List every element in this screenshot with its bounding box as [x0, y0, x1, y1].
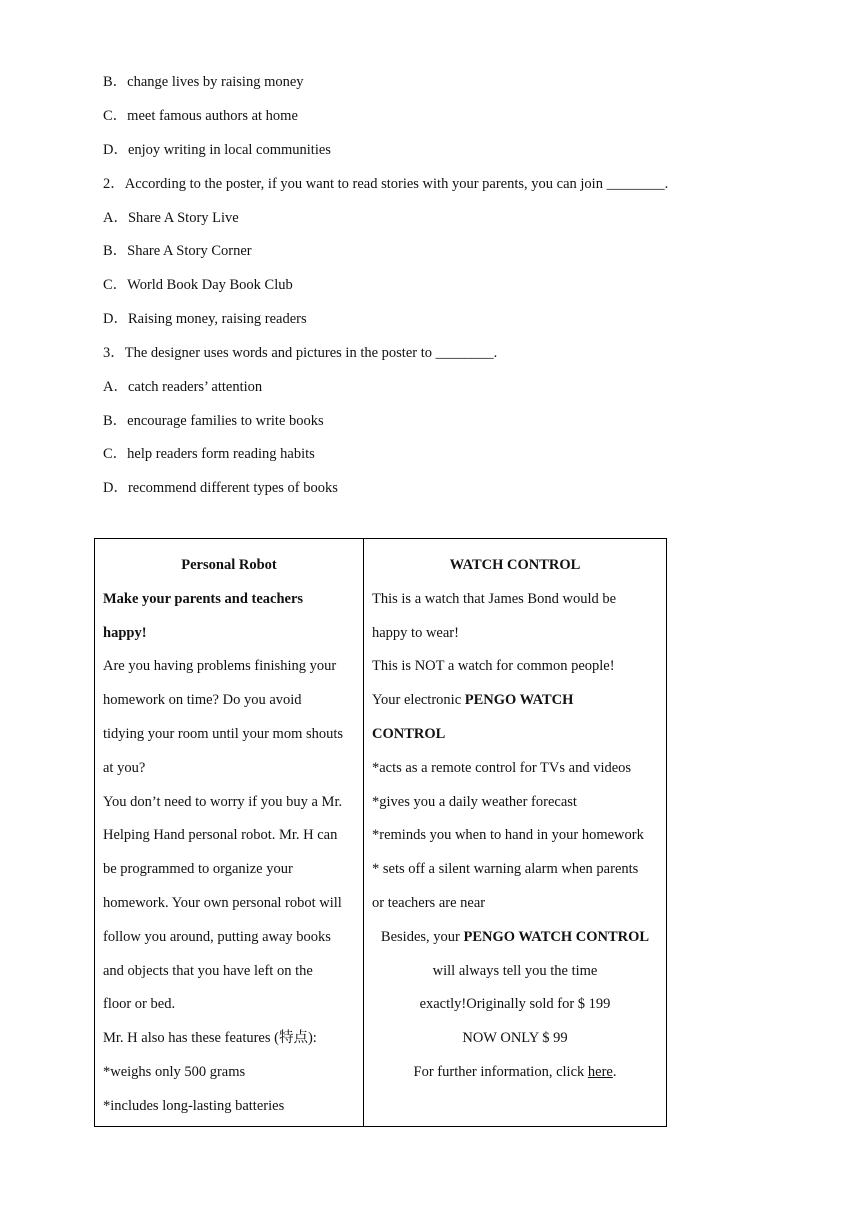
watch-brand-name: PENGO WATCH CONTROL	[463, 928, 650, 945]
watch-ad-prefix: Besides, your	[380, 928, 464, 945]
robot-ad-feature: *weighs only 500 grams	[103, 1063, 246, 1080]
watch-ad-text: This is NOT a watch for common people!	[372, 658, 615, 675]
watch-ad-prefix: Your electronic	[372, 692, 465, 709]
robot-ad-text: be programmed to organize your	[103, 861, 293, 878]
watch-ad-sale-price: NOW ONLY $ 99	[462, 1030, 568, 1047]
robot-ad-text: and objects that you have left on the	[103, 962, 313, 979]
robot-ad-text: homework on time? Do you avoid	[103, 692, 302, 709]
watch-ad-text	[372, 921, 658, 955]
watch-brand-name: CONTROL	[372, 725, 446, 742]
robot-ad-text: tidying your room until your mom shouts	[103, 725, 344, 742]
watch-ad-text: This is a watch that James Bond would be	[372, 590, 617, 607]
q1-option-c: C．meet famous authors at home	[103, 108, 298, 124]
q1-option-d: D．enjoy writing in local communities	[103, 142, 331, 158]
watch-ad-info	[372, 1056, 658, 1090]
watch-ad-feature: or teachers are near	[372, 894, 486, 911]
q2-option-c: C．World Book Day Book Club	[103, 277, 293, 293]
watch-ad-text	[372, 684, 658, 718]
advertisements-table	[94, 538, 667, 1127]
robot-ad-text: Are you having problems finishing your	[103, 658, 337, 675]
watch-ad-info-prefix: For further information, click	[413, 1063, 588, 1080]
robot-ad-headline: happy!	[103, 624, 147, 641]
robot-ad-text: follow you around, putting away books	[103, 928, 331, 945]
watch-brand-name: PENGO WATCH	[464, 692, 574, 709]
watch-ad-feature: *reminds you when to hand in your homework	[372, 827, 644, 844]
robot-ad-text: floor or bed.	[103, 996, 176, 1013]
q2-option-b: B．Share A Story Corner	[103, 243, 252, 259]
watch-ad-feature: * sets off a silent warning alarm when parents	[372, 861, 639, 878]
watch-ad-text: will always tell you the time	[432, 962, 598, 979]
watch-ad-text: happy to wear!	[372, 624, 459, 641]
watch-ad-info-suffix: .	[612, 1063, 617, 1080]
robot-ad-text: Helping Hand personal robot. Mr. H can	[103, 827, 338, 844]
robot-ad-feature: *includes long-lasting batteries	[103, 1097, 285, 1114]
q2-option-d: D．Raising money, raising readers	[103, 311, 307, 327]
q3-option-d: D．recommend different types of books	[103, 480, 338, 496]
robot-ad-headline: Make your parents and teachers	[103, 590, 304, 607]
q3-stem: 3．The designer uses words and pictures in the poster to ________.	[103, 345, 498, 361]
here-link[interactable]: here	[587, 1063, 613, 1080]
robot-ad-text: Mr. H also has these features (特点):	[103, 1030, 317, 1047]
q1-option-b: B．change lives by raising money	[103, 74, 304, 90]
robot-ad-text: You don’t need to worry if you buy a Mr.	[103, 793, 343, 810]
watch-ad-cell	[364, 539, 667, 1127]
watch-ad-feature: *acts as a remote control for TVs and videos	[372, 759, 632, 776]
q3-option-c: C．help readers form reading habits	[103, 446, 315, 462]
q3-option-a: A．catch readers’ attention	[103, 379, 263, 395]
q3-option-b: B．encourage families to write books	[103, 413, 324, 429]
watch-ad-price: exactly!Originally sold for $ 199	[419, 996, 611, 1013]
robot-ad-title: Personal Robot	[181, 557, 277, 573]
robot-ad-cell	[95, 539, 364, 1127]
watch-ad-feature: *gives you a daily weather forecast	[372, 793, 577, 810]
q2-stem: 2．According to the poster, if you want to read stories with your parents, you can join ________.	[103, 176, 669, 192]
robot-ad-text: at you?	[103, 759, 146, 776]
watch-ad-title: WATCH CONTROL	[449, 557, 581, 573]
robot-ad-text: homework. Your own personal robot will	[103, 894, 342, 911]
q2-option-a: A．Share A Story Live	[103, 210, 239, 226]
